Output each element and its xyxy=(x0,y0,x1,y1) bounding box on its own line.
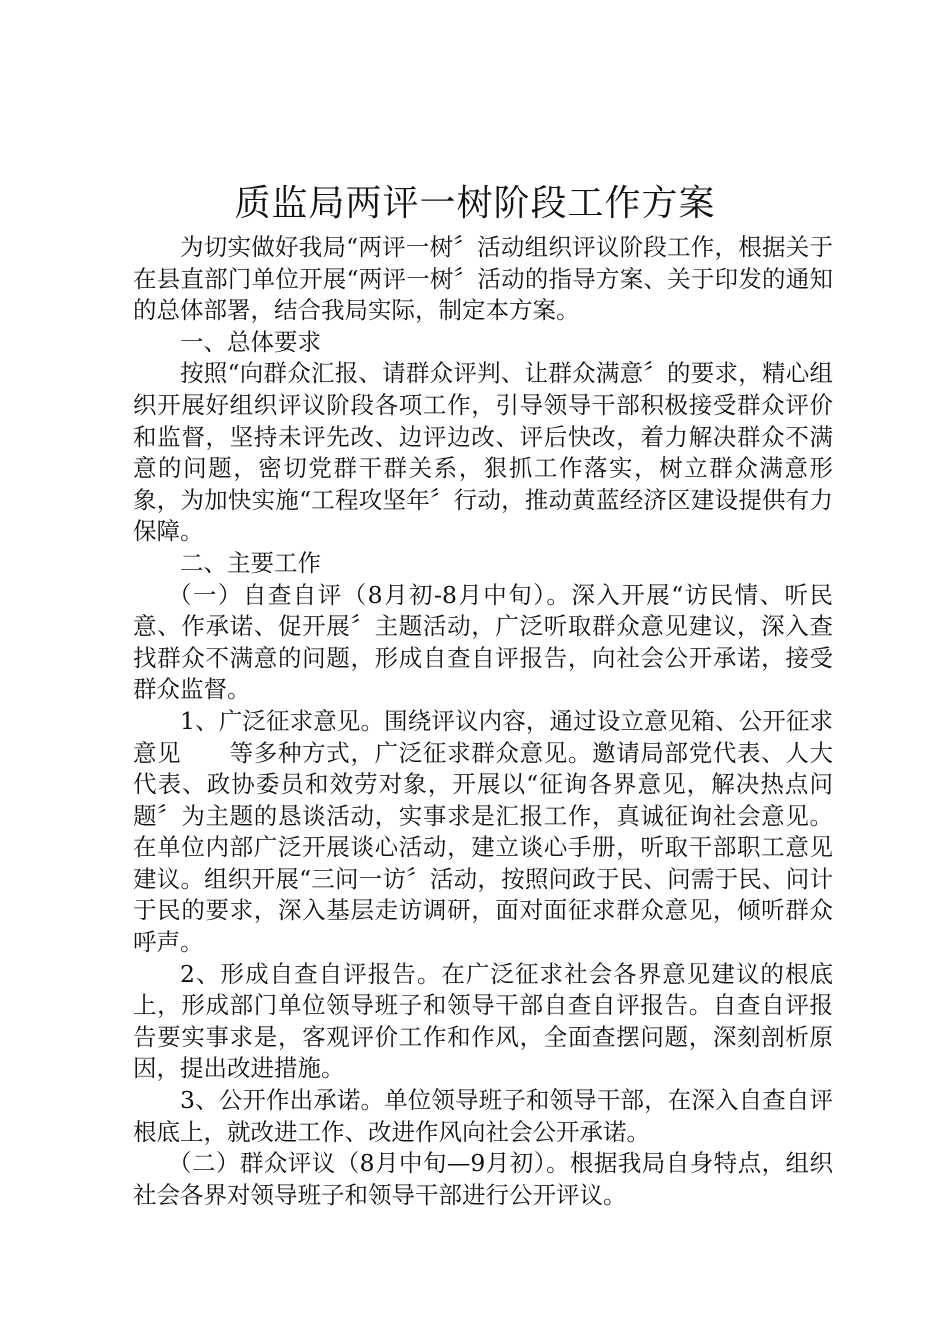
collect-opinions-paragraph: 1、广泛征求意见。围绕评议内容，通过设立意见箱、公开征求意见 等多种方式，广泛征求群众意见。邀请局部党代表、人大代表、政协委员和效劳对象，开展以“征询各界意见，解决热点问题〞为主题的恳谈活动，实事求是汇报工作，真诚征询社会意见。在单位内部广泛开展谈心活动，建立谈心手册，听取干部职工意见建议。组织开展“三问一访〞活动，按照问政于民、问需于民、问计于民的要求，深入基层走访调研，面对面征求群众意见，倾听群众呼声。 xyxy=(133,706,833,957)
section-heading-main-work: 二、主要工作 xyxy=(180,548,321,577)
general-requirements-paragraph: 按照“向群众汇报、请群众评判、让群众满意〞的要求，精心组织开展好组织评议阶段各项工作，引导领导干部积极接受群众评价和监督，坚持未评先改、边评边改、评后快改，着力解决群众不满意的问题，密切党群干群关系，狠抓工作落实，树立群众满意形象，为加快实施“工程攻坚年〞行动，推动黄蓝经济区建设提供有力保障。 xyxy=(133,359,833,546)
self-assessment-paragraph: （一）自查自评（8月初-8月中旬）。深入开展“访民情、听民意、作承诺、促开展〞主题活动，广泛听取群众意见建议，深入查找群众不满意的问题，形成自查自评报告，向社会公开承诺，接受群众监督。 xyxy=(133,580,833,704)
intro-paragraph: 为切实做好我局“两评一树〞活动组织评议阶段工作，根据关于在县直部门单位开展“两评一树〞活动的指导方案、关于印发的通知的总体部署，结合我局实际，制定本方案。 xyxy=(133,233,833,325)
self-assessment-report-paragraph: 2、形成自查自评报告。在广泛征求社会各界意见建议的根底上，形成部门单位领导班子和领导干部自查自评报告。自查自评报告要实事求是，客观评价工作和作风，全面查摆问题，深刻剖析原因，提出改进措施。 xyxy=(133,959,833,1083)
document-title: 质监局两评一树阶段工作方案 xyxy=(234,183,716,224)
public-review-paragraph: （二）群众评议（8月中旬—9月初）。根据我局自身特点，组织社会各界对领导班子和领导干部进行公开评议。 xyxy=(133,1149,833,1209)
document-body xyxy=(133,232,833,1211)
public-commitment-paragraph: 3、公开作出承诺。单位领导班子和领导干部，在深入自查自评根底上，就改进工作、改进作风向社会公开承诺。 xyxy=(133,1086,833,1146)
section-heading-general-requirements: 一、总体要求 xyxy=(180,327,321,356)
